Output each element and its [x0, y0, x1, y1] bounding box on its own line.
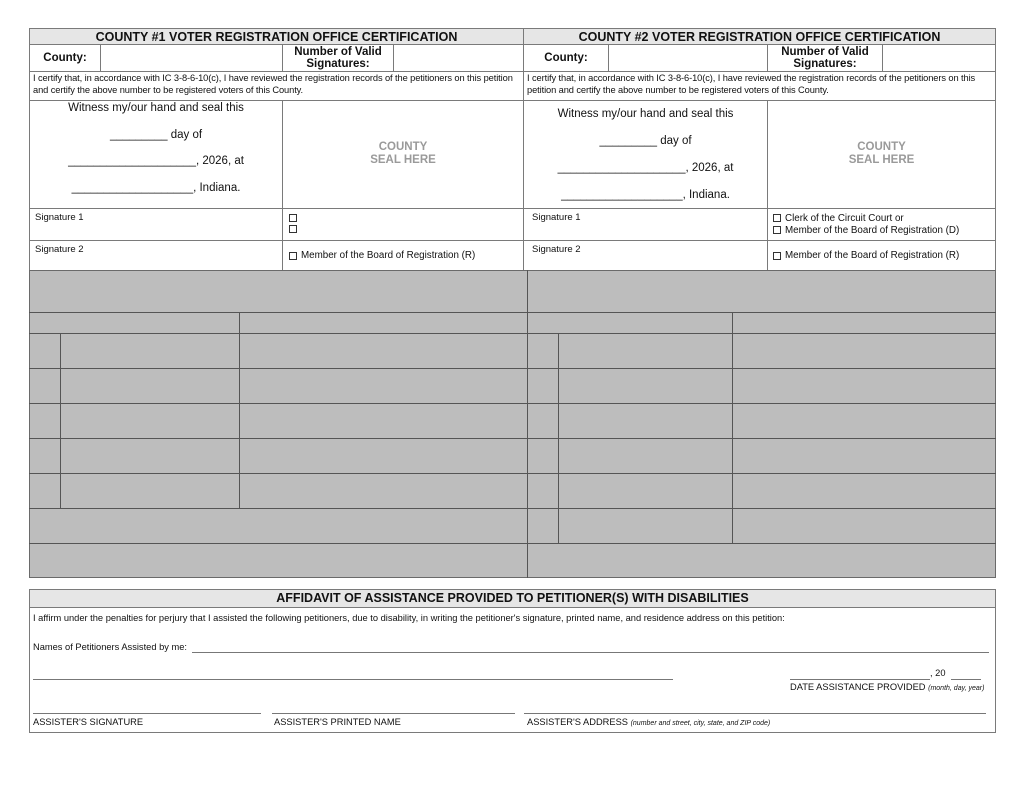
affidavit-date-field[interactable] — [790, 668, 930, 680]
assister-address-field[interactable] — [524, 700, 986, 714]
county2-signature1-field[interactable] — [527, 209, 767, 240]
county2-sig1-option-1[interactable] — [773, 212, 995, 224]
assister-address-label-text: ASSISTER'S ADDRESS — [527, 717, 628, 727]
affidavit-date-label-text: DATE ASSISTANCE PROVIDED — [790, 682, 926, 692]
county1-witness-line3[interactable]: ____________________, 2026, at — [68, 155, 244, 167]
county2-certify-text: I certify that, in accordance with IC 3-8-6-10(c), I have reviewed the registration records of the petitioners on this petition and certify the above number to be registered voters of this County. — [527, 73, 976, 95]
county1-num-valid-label-line1: Number of Valid — [294, 46, 382, 58]
county1-signature1-field[interactable] — [30, 209, 282, 240]
county1-witness-line4[interactable]: ___________________, Indiana. — [71, 182, 241, 194]
county1-seal-line1: COUNTY — [378, 141, 428, 153]
assister-address-label — [527, 717, 987, 729]
checkbox-icon[interactable] — [773, 226, 781, 234]
county1-title: COUNTY #1 VOTER REGISTRATION OFFICE CERTIFICATION — [30, 29, 523, 44]
assister-signature-label: ASSISTER'S SIGNATURE — [33, 717, 144, 727]
affidavit-affirm-text: I affirm under the penalties for perjury that I assisted the following petitioners, due to disability, in writing the petitioner's signature, printed name, and residence address on this petition: — [33, 613, 785, 623]
county1-num-valid-label — [283, 45, 393, 71]
affidavit-title: AFFIDAVIT OF ASSISTANCE PROVIDED TO PETITIONER(S) WITH DISABILITIES — [30, 590, 995, 608]
county1-county-label: County: — [43, 52, 87, 64]
checkbox-icon[interactable] — [773, 214, 781, 222]
county2-sig1-option-1-label: Clerk of the Circuit Court or — [785, 212, 904, 224]
assister-signature-field[interactable] — [33, 700, 261, 714]
redacted-area — [29, 270, 996, 578]
county2-signature2-field[interactable] — [527, 241, 767, 270]
checkbox-icon[interactable] — [289, 252, 297, 260]
affidavit-names-field[interactable] — [192, 641, 989, 653]
county2-witness-line4[interactable]: ___________________, Indiana. — [561, 189, 730, 201]
county2-witness-line2[interactable]: _________ day of — [599, 135, 692, 147]
affidavit-names-label: Names of Petitioners Assisted by me: — [33, 642, 187, 652]
county2-num-valid-label-line1: Number of Valid — [781, 46, 869, 58]
county1-sig2-option[interactable] — [289, 249, 519, 262]
county1-sig2-option-label: Member of the Board of Registration (R) — [301, 250, 476, 261]
affidavit-date-hint: (month, day, year) — [928, 685, 985, 692]
county2-seal-line2: SEAL HERE — [848, 154, 915, 166]
county2-witness-line1: Witness my/our hand and seal this — [557, 108, 734, 120]
county2-num-valid-label — [768, 45, 882, 71]
county1-num-valid-field[interactable] — [394, 45, 523, 71]
county2-county-label: County: — [544, 52, 588, 64]
affidavit-names-field-continued[interactable] — [33, 668, 673, 680]
checkbox-icon[interactable] — [773, 252, 781, 260]
county2-signature2-label: Signature 2 — [532, 244, 581, 255]
assister-printed-name-field[interactable] — [272, 700, 515, 714]
affidavit-date-label — [790, 682, 990, 694]
county1-witness-block — [30, 101, 282, 208]
county1-witness-line2[interactable]: _________ day of — [109, 129, 203, 141]
county2-signature1-label: Signature 1 — [532, 212, 581, 223]
assister-printed-name-label: ASSISTER'S PRINTED NAME — [274, 717, 401, 727]
checkbox-icon[interactable] — [289, 214, 297, 222]
county2-seal-line1: COUNTY — [857, 141, 906, 153]
county1-sig1-option-2[interactable] — [289, 223, 519, 235]
county2-sig2-option[interactable] — [773, 249, 995, 262]
county2-sig1-option-2-label: Member of the Board of Registration (D) — [785, 224, 960, 236]
county2-num-valid-label-line2: Signatures: — [793, 58, 857, 70]
county1-sig1-options — [289, 212, 519, 238]
county1-signature2-label: Signature 2 — [35, 244, 84, 255]
county2-seal-area — [768, 141, 995, 171]
county1-seal-line2: SEAL HERE — [370, 154, 436, 166]
county2-county-field[interactable] — [609, 45, 767, 71]
affidavit-date-suffix: , 20 — [930, 668, 946, 678]
county2-witness-block — [524, 101, 767, 208]
county2-sig2-option-label: Member of the Board of Registration (R) — [785, 250, 960, 261]
affidavit-date-year-field[interactable] — [951, 668, 981, 680]
county1-signature1-label: Signature 1 — [35, 212, 84, 223]
county1-county-field[interactable] — [101, 45, 282, 71]
county2-sig1-options — [773, 212, 995, 238]
county1-signature2-field[interactable] — [30, 241, 282, 270]
county1-seal-area — [283, 141, 523, 171]
county2-witness-line3[interactable]: ____________________, 2026, at — [557, 162, 734, 174]
county1-witness-line1: Witness my/our hand and seal this — [68, 102, 244, 114]
checkbox-icon[interactable] — [289, 225, 297, 233]
county1-num-valid-label-line2: Signatures: — [306, 58, 370, 70]
county1-certify-text: I certify that, in accordance with IC 3-8-6-10(c), I have reviewed the registration records of the petitioners on this petition and certify the above number to be registered voters of this County. — [33, 73, 513, 95]
assister-address-hint: (number and street, city, state, and ZIP code) — [630, 720, 771, 727]
county2-title: COUNTY #2 VOTER REGISTRATION OFFICE CERTIFICATION — [524, 29, 995, 44]
county2-num-valid-field[interactable] — [883, 45, 995, 71]
county1-sig1-option-1[interactable] — [289, 212, 519, 223]
county2-sig1-option-2[interactable] — [773, 224, 995, 236]
